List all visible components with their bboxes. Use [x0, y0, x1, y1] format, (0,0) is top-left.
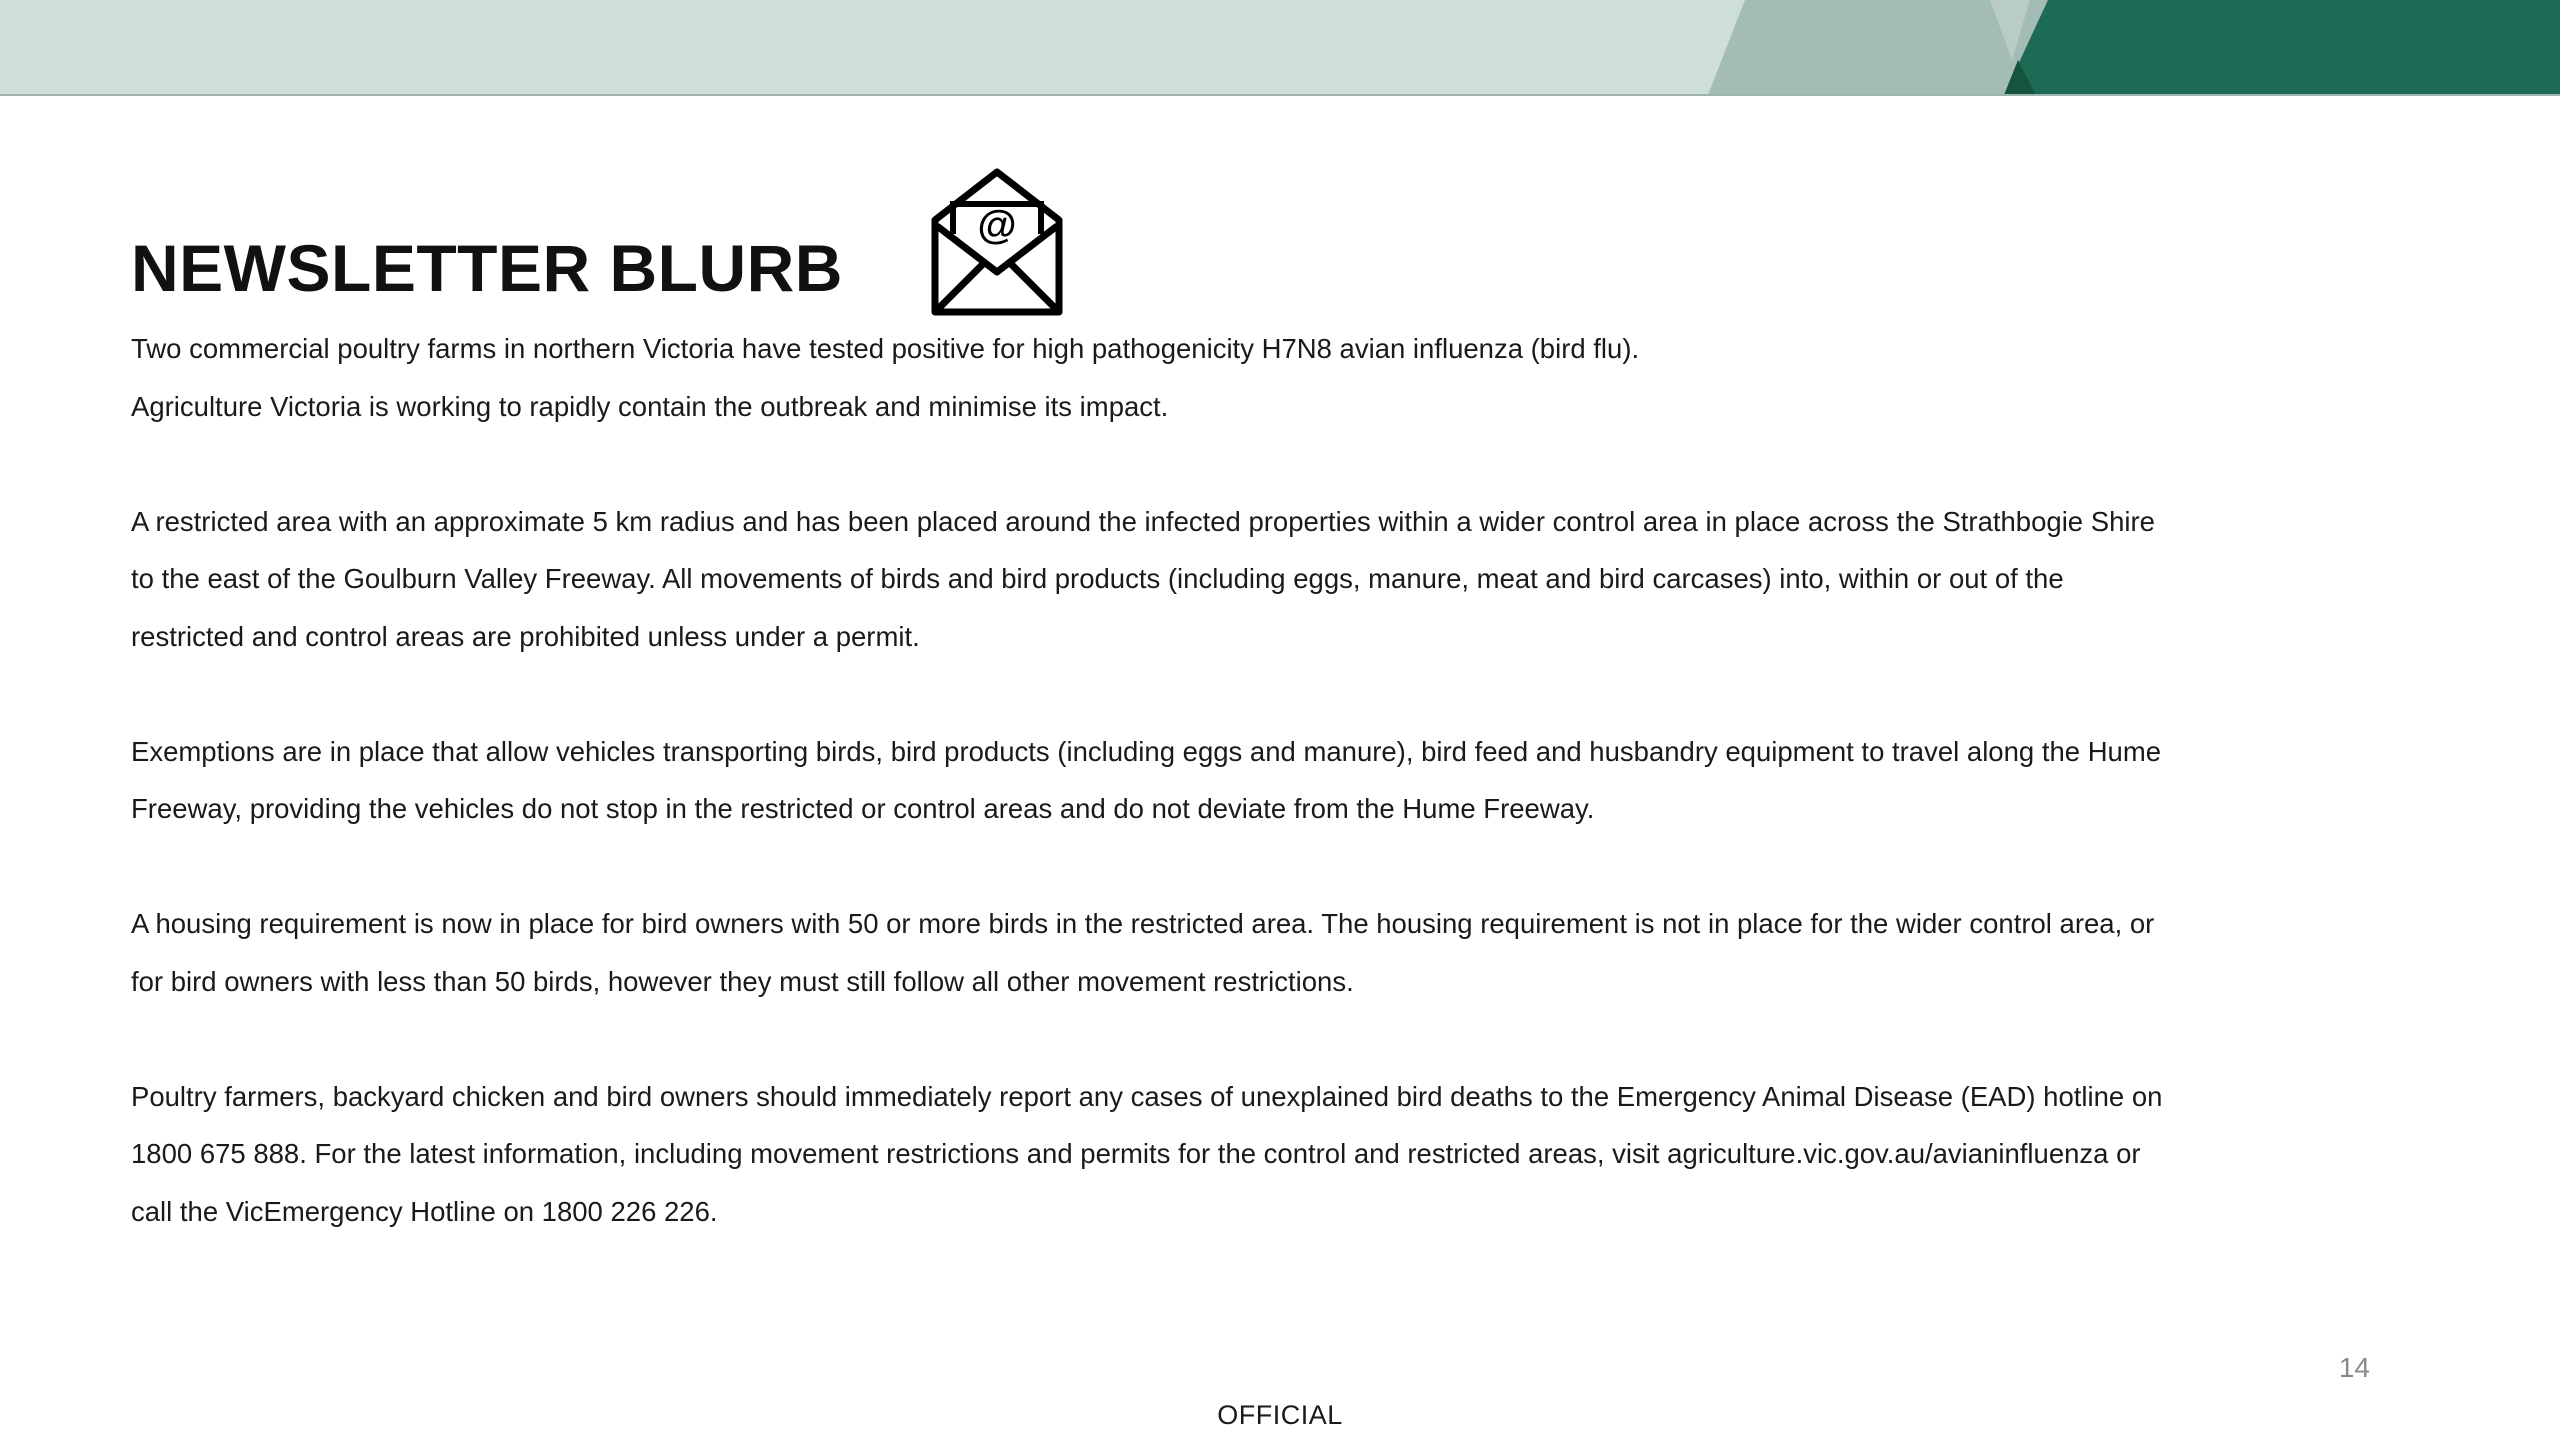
text-line: Exemptions are in place that allow vehicles transporting birds, bird products (including eggs and manure), bird feed and husbandry equipment to travel along the Hume: [131, 735, 2162, 767]
paragraph-outbreak: [131, 320, 2361, 435]
text-line: Agriculture Victoria is working to rapidly contain the outbreak and minimise its impact.: [131, 390, 1169, 422]
paragraph-restricted-area: [131, 493, 2361, 666]
envelope-at-icon: [929, 168, 1065, 316]
text-line: Two commercial poultry farms in northern Victoria have tested positive for high pathogenicity H7N8 avian influenza (bird flu).: [131, 333, 1640, 364]
header-band-line: [0, 94, 2560, 96]
newsletter-body: [131, 320, 2361, 1298]
text-line: A housing requirement is now in place for bird owners with 50 or more birds in the restricted area. The housing requirement is not in place for the wider control area, or: [131, 908, 2155, 939]
paragraph-reporting: [131, 1068, 2361, 1241]
text-line: to the east of the Goulburn Valley Freeway. All movements of birds and bird products (including eggs, manure, meat and bird carcases) into, within or out of the: [131, 563, 2064, 594]
text-line: restricted and control areas are prohibited unless under a permit.: [131, 620, 920, 652]
page-number: 14: [2338, 1352, 2370, 1383]
text-line: Poultry farmers, backyard chicken and bird owners should immediately report any cases of unexplained bird deaths to the Emergency Animal Disease (EAD) hotline on: [131, 1080, 2163, 1112]
text-line: A restricted area with an approximate 5 km radius and has been placed around the infected properties within a wider control area in place across the Strathbogie Shire: [131, 505, 2155, 537]
page-title: NEWSLETTER BLURB: [131, 231, 843, 305]
text-line: 1800 675 888. For the latest information, including movement restrictions and permits for the control and restricted areas, visit agriculture.vic.gov.au/avianinfluenza or: [131, 1138, 2141, 1169]
paragraph-exemptions: [131, 723, 2361, 838]
header-band-dark: [2004, 0, 2560, 95]
text-line: Freeway, providing the vehicles do not stop in the restricted or control areas and do not deviate from the Hume Freeway.: [131, 793, 1595, 824]
text-line: call the VicEmergency Hotline on 1800 226 226.: [131, 1195, 718, 1227]
paragraph-housing: [131, 895, 2361, 1010]
classification-label: OFFICIAL: [1217, 1400, 1343, 1430]
text-line: for bird owners with less than 50 birds, however they must still follow all other movement restrictions.: [131, 965, 1354, 997]
header-band: [0, 0, 2560, 96]
at-symbol: @: [977, 203, 1017, 247]
